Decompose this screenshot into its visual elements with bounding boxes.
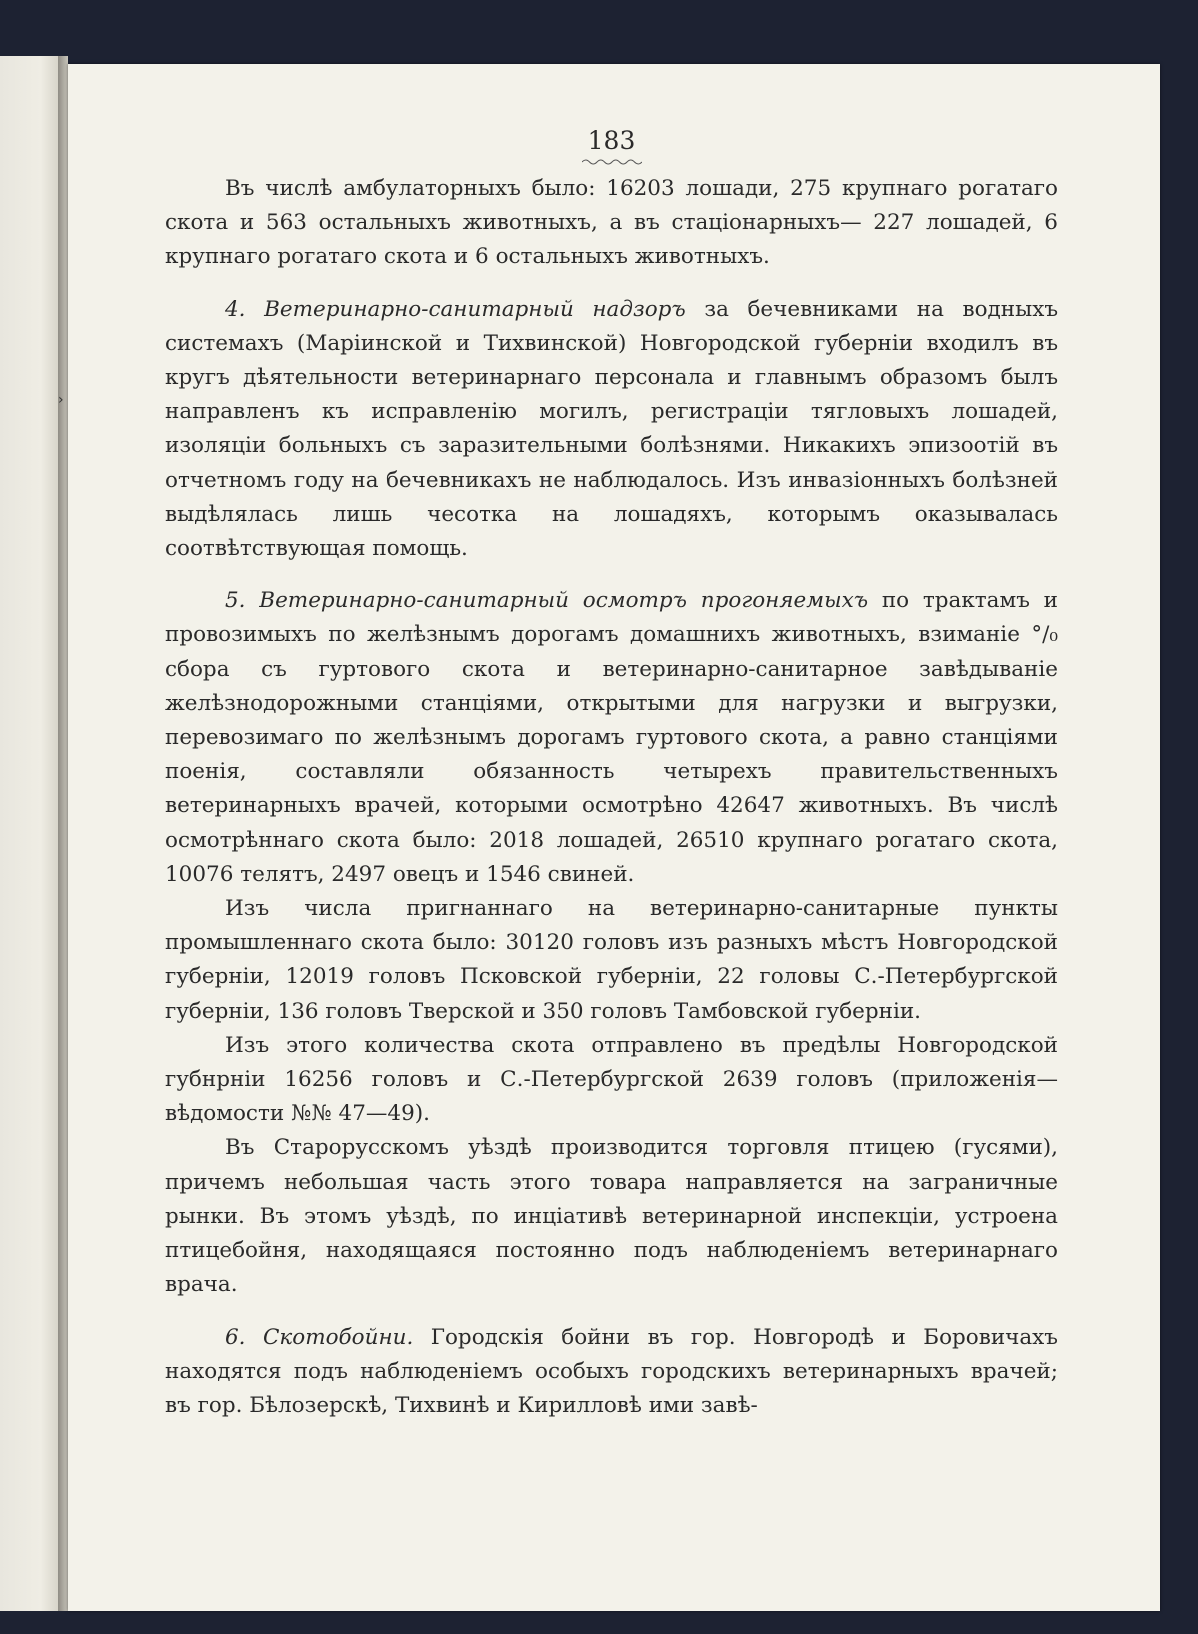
paragraph-text: Изъ этого количества скота отправлено въ предѣлы Новгородской губнрніи 16256 головъ и С.-Петербургской 2639 головъ (приложенія— вѣдомости №№ 47—49). (165, 1032, 1058, 1127)
page-number: 183 (587, 126, 636, 155)
paragraph-shipped-cattle (165, 1029, 1058, 1132)
paragraph-section-6 (165, 1321, 1058, 1424)
section-heading: 6. Скотобойни. (225, 1324, 414, 1350)
paragraph-text: по трактамъ и провозимыхъ по желѣзнымъ дорогамъ домашнихъ животныхъ, взиманіе °/₀ сбора съ гуртового скота и ветеринарно-санитарное завѣдываніе желѣзнодорожными станціями, открытыми для нагрузки и выгрузки, перевозимаго по желѣзнымъ дорогамъ гуртового скота, а равно станціями поенія, составляли обязанность четырехъ правительственныхъ ветеринарныхъ врачей, которыми осмотрѣно 42647 животныхъ. Въ числѣ осмотрѣннаго скота было: 2018 лошадей, 26510 крупнаго рогатаго скота, 10076 телятъ, 2497 овецъ и 1546 свиней. (165, 588, 1058, 887)
document-page (68, 64, 1160, 1611)
wavy-ornament-icon (582, 158, 642, 166)
paragraph-driven-cattle (165, 892, 1058, 1029)
paragraph-text: Въ Старорусскомъ уѣздѣ производится торговля птицею (гусями), причемъ небольшая часть этого товара направляется на заграничные рынки. Въ этомъ уѣздѣ, по инціативѣ ветеринарной инспекціи, устроена птицебойня, находящаяся постоянно подъ наблюденіемъ ветеринарнаго врача. (165, 1135, 1058, 1298)
paragraph-text: Изъ числа пригнаннаго на ветеринарно-санитарные пункты промышленнаго скота было: 30120 головъ изъ разныхъ мѣстъ Новгородской губерніи, 12019 головъ Псковской губерніи, 22 головы С.-Петербургской губерніи, 136 головъ Тверской и 350 головъ Тамбовской губерніи. (165, 896, 1058, 1024)
section-heading: 5. Ветеринарно-санитарный осмотръ прогоняемыхъ (225, 588, 869, 614)
paragraph-poultry (165, 1131, 1058, 1302)
previous-page-edge (0, 56, 59, 1611)
margin-mark-icon: › (58, 392, 64, 408)
paragraph-text: Городскія бойни въ гор. Новгородѣ и Боровичахъ находятся подъ наблюденіемъ особыхъ городскихъ ветеринарныхъ врачей; въ гор. Бѣлозерскѣ, Тихвинѣ и Кирилловѣ ими завѣ- (165, 1324, 1058, 1418)
book-gutter (58, 56, 68, 1611)
paragraph-text: Въ числѣ амбулаторныхъ было: 16203 лошади, 275 крупнаго рогатаго скота и 563 остальныхъ животныхъ, а въ стаціонарныхъ— 227 лошадей, 6 крупнаго рогатаго скота и 6 остальныхъ животныхъ. (165, 176, 1058, 270)
paragraph-text: за бечевниками на водныхъ системахъ (Маріинской и Тихвинской) Новгородской губерніи входилъ въ кругъ дѣятельности ветеринарнаго персонала и главнымъ образомъ былъ направленъ къ исправленію могилъ, регистраціи тягловыхъ лошадей, изоляціи больныхъ съ заразительными болѣзнями. Никакихъ эпизоотій въ отчетномъ году на бечевникахъ не наблюдалось. Изъ инвазіонныхъ болѣзней выдѣлялась лишь чесотка на лошадяхъ, которымъ оказывалась соотвѣтствующая помощь. (165, 296, 1058, 562)
paragraph-section-5 (165, 584, 1058, 892)
paragraph-ambulatory (165, 172, 1058, 275)
page-text (165, 126, 1058, 1423)
section-heading: 4. Ветеринарно-санитарный надзоръ (225, 296, 686, 322)
paragraph-section-4 (165, 293, 1058, 567)
